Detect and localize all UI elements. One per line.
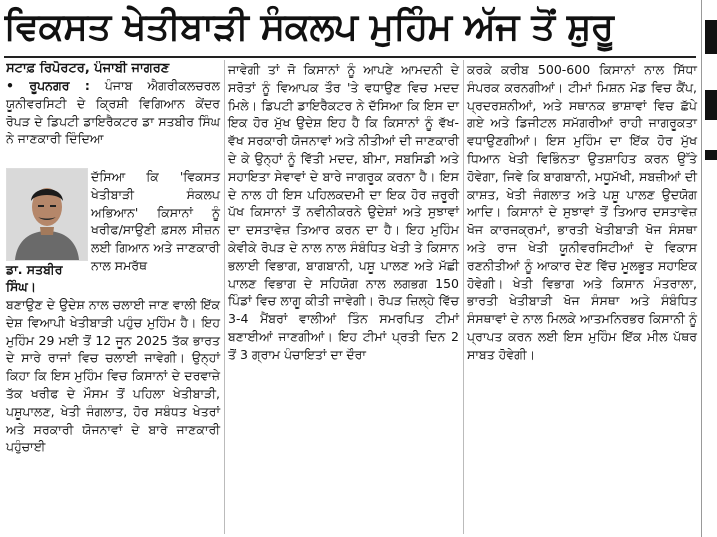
adjacent-article-edge	[701, 0, 717, 537]
article-column-1-bottom	[6, 296, 220, 456]
paragraph: ਕਰਕੇ ਕਰੀਬ 500-600 ਕਿਸਾਨਾਂ ਨਾਲ ਸਿੱਧਾ ਸੰਪਰਕ ਕਰਨਗੀਆਂ। ਟੀਮਾਂ ਮਿਸ਼ਨ ਮੋਡ ਵਿਚ ਕੈਂਪ, ਪ੍ਰਦਰਸ਼ਨੀਆਂ, ਅਤੇ ਸਥਾਨਕ ਭਾਸ਼ਾਵਾਂ ਵਿਚ ਛੱਪੇ ਗਏ ਅਤੇ ਡਿਜੀਟਲ ਸਮੱਗਰੀਆਂ ਰਾਹੀ ਜਾਗਰੂਕਤਾ ਵਧਾਉਣਗੀਆਂ। ਇਸ ਮੁਹਿੰਮ ਦਾ ਇੱਕ ਹੋਰ ਮੁੱਖ ਧਿਆਨ ਖੇਤੀ ਵਿਭਿੰਨਤਾ ਉਤਸ਼ਾਹਿਤ ਕਰਨ ਉੱਤੇ ਹੋਵੇਗਾ, ਜਿਵੇ ਕਿ ਬਾਗਬਾਨੀ, ਮਧੂਮੱਖੀ, ਸਬਜ਼ੀਆਂ ਦੀ ਕਾਸ਼ਤ, ਖੇਤੀ ਜੰਗਲਾਤ ਅਤੇ ਪਸ਼ੂ ਪਾਲਣ ਉਦਯੋਗ ਆਦਿ। ਕਿਸਾਨਾਂ ਦੇ ਸੁਝਾਵਾਂ ਤੋਂ ਤਿਆਰ ਦਸਤਾਵੇਜ਼ ਖੋਜ ਕਾਰਜਕ੍ਰਮਾਂ, ਭਾਰਤੀ ਖੇਤੀਬਾੜੀ ਖੋਜ ਸੰਸਥਾ ਅਤੇ ਰਾਜ ਖੇਤੀ ਯੂਨੀਵਰਸਿਟੀਆਂ ਦੇ ਵਿਕਾਸ ਰਣਨੀਤੀਆਂ ਨੂੰ ਆਕਾਰ ਦੇਣ ਵਿੱਚ ਮੂਲਭੂਤ ਸਹਾਇਕ ਹੋਵੇਗੀ। ਖੇਤੀ ਵਿਭਾਗ ਅਤੇ ਕਿਸਾਨ ਮੰਤਰਾਲਾ, ਭਾਰਤੀ ਖੇਤੀਬਾੜੀ ਖੋਜ ਸੰਸਥਾ ਅਤੇ ਸੰਬੰਧਿਤ ਸੰਸਥਾਵਾਂ ਦੇ ਨਾਲ ਮਿਲਕੇ ਆਤਮਨਿਰਭਰ ਕਿਸਾਨੀ ਨੂੰ ਪ੍ਰਾਪਤ ਕਰਨ ਲਈ ਇਸ ਮੁਹਿੰਮ ਇੱਕ ਮੀਲ ਪੱਥਰ ਸਾਬਤ ਹੋਵੇਗੀ।	[467, 62, 697, 362]
headline: ਵਿਕਸਤ ਖੇਤੀਬਾੜੀ ਸੰਕਲਪ ਮੁਹਿੰਮ ਅੱਜ ਤੋਂ ਸ਼ੁਰੂ	[4, 5, 614, 48]
paragraph	[6, 77, 220, 148]
article-column-1-top	[6, 77, 220, 148]
column-divider	[224, 60, 225, 534]
paragraph-text: ਪੰਜਾਬ ਐਗਰੀਕਲਚਰਲ ਯੂਨੀਵਰਸਿਟੀ ਦੇ ਕ੍ਰਿਸ਼ੀ ਵਿਗਿਆਨ ਕੇਂਦਰ ਰੋਪੜ ਦੇ ਡਿਪਟੀ ਡਾਇਰੈਕਟਰ ਡਾ ਸਤਬੀਰ ਸਿੰਘ ਨੇ ਜਾਣਕਾਰੀ ਦਿੰਦਿਆ	[6, 78, 220, 147]
article-column-2	[228, 61, 459, 364]
column-divider	[463, 60, 464, 534]
headline-rule	[4, 56, 696, 58]
portrait-icon	[7, 169, 87, 260]
article-column-3	[467, 61, 697, 364]
byline: ਸਟਾਫ਼ ਰਿਪੋਰਟਰ, ਪੰਜਾਬੀ ਜਾਗਰਣ	[6, 61, 170, 76]
photo-caption: ਡਾ. ਸਤਬੀਰ ਸਿੰਘ।	[6, 262, 63, 294]
author-photo	[6, 168, 88, 261]
photo-block	[6, 168, 88, 296]
paragraph: ਦੱਸਿਆ ਕਿ 'ਵਿਕਸਤ ਖੇਤੀਬਾੜੀ ਸੰਕਲਪ ਅਭਿਆਨ' ਕਿਸਾਨਾਂ ਨੂੰ ਖਰੀਫ/ਸਾਉਣੀ ਫ਼ਸਲ ਸੀਜ਼ਨ ਲਈ ਗਿਆਨ ਅਤੇ ਜਾਣਕਾਰੀ ਨਾਲ ਸਮਰੱਥ	[91, 169, 220, 273]
paragraph: ਜਾਵੇਗੀ ਤਾਂ ਜੋ ਕਿਸਾਨਾਂ ਨੂੰ ਆਪਣੇ ਆਮਦਨੀ ਦੇ ਸਰੋਤਾਂ ਨੂੰ ਵਿਆਪਕ ਤੌਰ 'ਤੇ ਵਧਾਉਣ ਵਿਚ ਮਦਦ ਮਿਲੇ। ਡਿਪਟੀ ਡਾਇਰੈਕਟਰ ਨੇ ਦੱਸਿਆ ਕਿ ਇਸ ਦਾ ਇਕ ਹੋਰ ਮੁੱਖ ਉਦੇਸ਼ ਇਹ ਹੈ ਕਿ ਕਿਸਾਨਾਂ ਨੂੰ ਵੱਖ-ਵੱਖ ਸਰਕਾਰੀ ਯੋਜਨਾਵਾਂ ਅਤੇ ਨੀਤੀਆਂ ਦੀ ਜਾਣਕਾਰੀ ਦੇ ਕੇ ਉਨ੍ਹਾਂ ਨੂੰ ਵਿੱਤੀ ਮਦਦ, ਬੀਮਾ, ਸਬਸਿਡੀ ਅਤੇ ਸਹਾਇਤਾ ਸੇਵਾਵਾਂ ਦੇ ਬਾਰੇ ਜਾਗਰੂਕ ਕਰਨਾ ਹੈ। ਇਸ ਦੇ ਨਾਲ ਹੀ ਇਸ ਪਹਿਲਕਦਮੀ ਦਾ ਇਕ ਹੋਰ ਜ਼ਰੂਰੀ ਪੱਖ ਕਿਸਾਨਾਂ ਤੋਂ ਨਵੀਨੀਕਰਨੇ ਉਦੇਸ਼ਾਂ ਅਤੇ ਸੁਝਾਵਾਂ ਦਾ ਦਸਤਾਵੇਜ਼ ਤਿਆਰ ਕਰਨ ਦਾ ਹੈ। ਇਹ ਮੁਹਿੰਮ ਕੇਵੀਕੇ ਰੋਪੜ ਦੇ ਨਾਲ ਨਾਲ ਸੰਬੰਧਿਤ ਖੇਤੀ ਤੇ ਕਿਸਾਨ ਭਲਾਈ ਵਿਭਾਗ, ਬਾਗਬਾਨੀ, ਪਸ਼ੂ ਪਾਲਣ ਅਤੇ ਮੱਛੀ ਪਾਲਣ ਵਿਭਾਗ ਦੇ ਸਹਿਯੋਗ ਨਾਲ ਲਗਭਗ 150 ਪਿੰਡਾਂ ਵਿਚ ਲਾਗੂ ਕੀਤੀ ਜਾਵੇਗੀ। ਰੋਪੜ ਜ਼ਿਲ੍ਹੇ ਵਿੱਚ 3-4 ਮੈਂਬਰਾਂ ਵਾਲੀਆਂ ਤਿੰਨ ਸਮਰਪਿਤ ਟੀਮਾਂ ਬਣਾਈਆਂ ਜਾਣਗੀਆਂ। ਇਹ ਟੀਮਾਂ ਪ੍ਰਤੀ ਦਿਨ 2 ਤੋਂ 3 ਗ੍ਰਾਮ ਪੰਚਾਇਤਾਂ ਦਾ ਦੌਰਾ	[228, 62, 459, 362]
article-column-1-beside-photo	[91, 168, 220, 275]
dateline: • ਰੂਪਨਗਰ :	[6, 78, 90, 93]
paragraph: ਬਣਾਉਣ ਦੇ ਉਦੇਸ਼ ਨਾਲ ਚਲਾਈ ਜਾਣ ਵਾਲੀ ਇੱਕ ਦੇਸ਼ ਵਿਆਪੀ ਖੇਤੀਬਾੜੀ ਪਹੁੰਚ ਮੁਹਿੰਮ ਹੈ। ਇਹ ਮੁਹਿੰਮ 29 ਮਈ ਤੋਂ 12 ਜੂਨ 2025 ਤੱਕ ਭਾਰਤ ਦੇ ਸਾਰੇ ਰਾਜਾਂ ਵਿਚ ਚਲਾਈ ਜਾਵੇਗੀ। ਉਨ੍ਹਾਂ ਕਿਹਾ ਕਿ ਇਸ ਮੁਹਿੰਮ ਵਿਚ ਕਿਸਾਨਾਂ ਦੇ ਦਰਵਾਜ਼ੇ ਤੱਕ ਖਰੀਫ ਦੇ ਮੌਸਮ ਤੋਂ ਪਹਿਲਾ ਖੇਤੀਬਾੜੀ, ਪਸ਼ੂਪਾਲਣ, ਖੇਤੀ ਜੰਗਲਾਤ, ਹੋਰ ਸਬੰਧਤ ਖੇਤਰਾਂ ਅਤੇ ਸਰਕਾਰੀ ਯੋਜਨਾਵਾਂ ਦੇ ਬਾਰੇ ਜਾਣਕਾਰੀ ਪਹੁੰਚਾਈ	[6, 297, 220, 455]
